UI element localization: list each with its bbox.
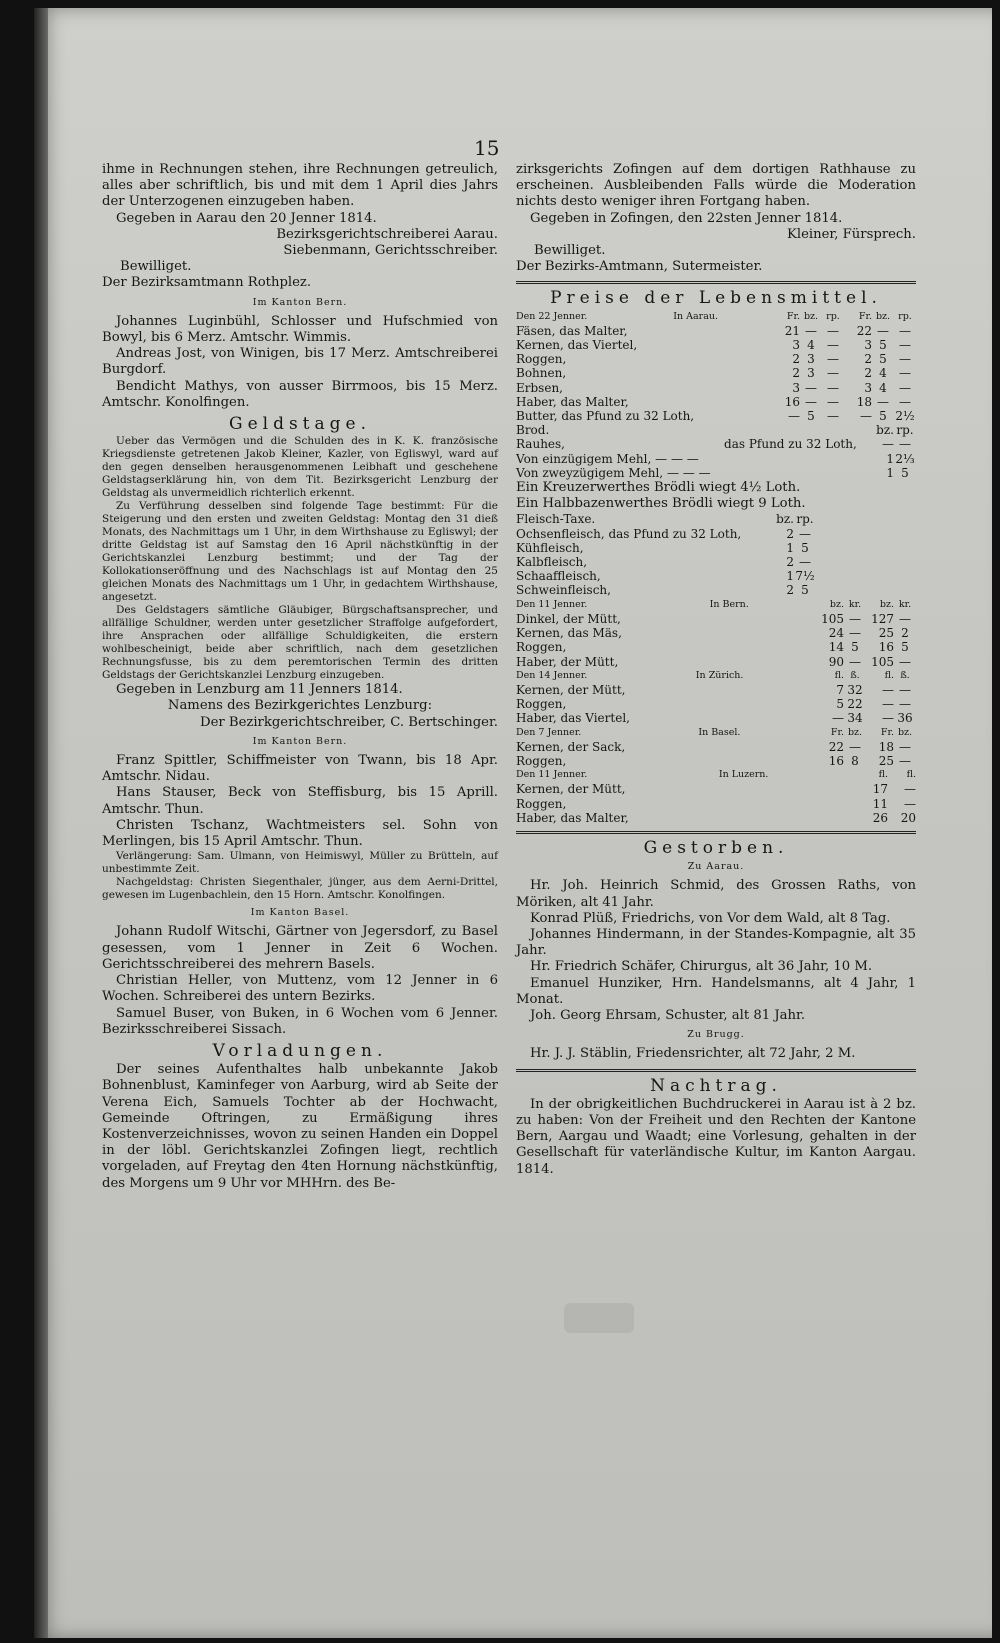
newspaper-page	[34, 8, 992, 1638]
heading-gestorben: Gestorben.	[643, 837, 789, 858]
brod-note-2: Ein Halbbazenwerthes Brödli wiegt 9 Loth.	[516, 496, 806, 512]
heading-geldstage: Geldstage.	[229, 414, 371, 435]
table-row: Kalbfleisch, 2 —	[516, 555, 811, 570]
table-row: Kernen, das Viertel, 3 4 — 3 5 —	[516, 338, 911, 353]
table-row: Roggen, 11 —	[516, 796, 916, 811]
table-row: Bohnen, 2 3 — 2 4 —	[516, 366, 911, 381]
nachtrag-paragraph: In der obrigkeitlichen Buchdruckerei in Aarau ist à 2 bz. zu haben: Von der Freiheit und den Rechten der Kantone Bern, Aargau und Waadt; eine Vorlesung, gehalten in der Gesellschaft für vaterländische Kultur, im Kanton Aargau. 1814.	[516, 1096, 916, 1177]
entry-spittler: Franz Spittler, Schiffmeister von Twann, bis 18 Apr. Amtschr. Nidau.	[102, 753, 498, 785]
price-table-bern	[516, 598, 916, 669]
table-header: Den 11 Jenner. In Bern. bz. kr. bz. kr.	[516, 598, 912, 610]
death-pluess: Konrad Plüß, Friedrichs, von Vor dem Wald, alt 8 Tag.	[530, 910, 891, 926]
entry-heller: Christian Heller, von Muttenz, vom 12 Jenner in 6 Wochen. Schreiberei des untern Bezirks.	[102, 973, 498, 1005]
notice-clerk: Siebenmann, Gerichtsschreiber.	[283, 243, 498, 259]
vorladung-continuation: zirksgerichts Zofingen auf dem dortigen Rathhause zu erscheinen. Ausbleibenden Falls würde die Moderation nichts desto weniger ihren Fortgang haben.	[516, 162, 916, 210]
page-spine-shadow	[34, 8, 48, 1638]
price-table-aarau	[516, 310, 916, 424]
geldstag-paragraph-3: Des Geldstagers sämtliche Gläubiger, Bürgschaftsansprecher, und allfällige Schuldner, werden unter gesetzlicher Straffolge aufgefordert, ihre Ansprachen oder allfällige Schuldigkeiten, die erstern wohlbescheinigt, beide aber schriftlich, nach dem gesetzlichen Rechnungsfusse, bis zu dem peremtorischen Termin des dritten Geldstags der Gerichtskanzlei Lenzburg einzugeben.	[102, 604, 498, 682]
subheading-zu-aarau: Zu Aarau.	[687, 861, 745, 873]
heading-preise: Preise der Lebensmittel.	[550, 288, 882, 309]
table-row: Roggen, 5 22 — —	[516, 697, 911, 712]
price-table-fleisch	[516, 512, 816, 597]
entry-buser: Samuel Buser, von Buken, in 6 Wochen vom 6 Jenner. Bezirksschreiberei Sissach.	[102, 1005, 498, 1037]
vorladung-paragraph: Der seines Aufenthaltes halb unbekannte Jakob Bohnenblust, Kaminfeger von Aarburg, wird ab Seite der Verena Eich, Samuels Tochter ab der Hochwacht, Gemeinde Oftringen, zu Ermäßigung ihres Kostenverzeichnisses, wovon zu seinen Handen ein Doppel in der löbl. Gerichtskanzlei Zofingen liegt, rechtlich vorgeladen, auf Freytag den 4ten Hornung nächstkünftig, des Morgens um 9 Uhr vor MHHrn. des Be-	[102, 1062, 498, 1191]
vorladung-approval: Bewilliget.	[534, 243, 606, 259]
price-table-basel	[516, 726, 916, 769]
notice-date: Gegeben in Aarau den 20 Jenner 1814.	[116, 210, 377, 226]
geldstag-paragraph-2: Zu Verführung desselben sind folgende Tage bestimmt: Für die Steigerung und den ersten und zweiten Geldstag: Montag den 31 dieß Monats, des Nachmittags um 1 Uhr, in dem Wirthshause zu Egliswyl; der dritte Geldstag ist auf Samstag den 16 April nächstkünftig in der Gerichtskanzlei Lenzburg bestimmt; und der Tag der Kollokationseröffnung und des Nachschlags ist auf Montag den 25 gleichen Monats des Nachmittags um 1 Uhr, in gedachtem Wirthshause, angesetzt.	[102, 500, 498, 604]
entry-jost: Andreas Jost, von Winigen, bis 17 Merz. Amtschreiberei Burgdorf.	[102, 346, 498, 378]
vorladung-official: Der Bezirks-Amtmann, Sutermeister.	[516, 259, 763, 275]
table-row: Roggen, 14 5 16 5	[516, 640, 909, 655]
entry-stauser: Hans Stauser, Beck von Steffisburg, bis 15 Aprill. Amtschr. Thun.	[102, 785, 498, 817]
brod-note-1: Ein Kreuzerwerthes Brödli wiegt 4½ Loth.	[516, 480, 801, 496]
price-table-brod	[516, 423, 916, 480]
entry-witschi: Johann Rudolf Witschi, Gärtner von Jegersdorf, zu Basel gesessen, vom 1 Jenner in Zeit 6 Wochen. Gerichtsschreiberei des mehrern Basels.	[102, 924, 498, 972]
table-row: Rauhes, das Pfund zu 32 Loth, — —	[516, 437, 911, 452]
table-row: Schweinfleisch, 2 5	[516, 583, 809, 598]
table-header: Den 7 Jenner. In Basel. Fr. bz. Fr. bz.	[516, 726, 913, 738]
section-kanton-basel: Im Kanton Basel.	[250, 907, 350, 919]
table-row: Butter, das Pfund zu 32 Loth, — 5 — — 5 2½	[516, 409, 915, 424]
table-header: Den 14 Jenner. In Zürich. fl. ß. fl. ß.	[516, 669, 910, 681]
approval-official: Der Bezirksamtmann Rothplez.	[102, 275, 312, 291]
subheading-zu-brugg: Zu Brugg.	[687, 1029, 745, 1041]
table-header: Brod. bz. rp.	[516, 423, 914, 438]
entry-nachgeldstag: Nachgeldstag: Christen Siegenthaler, jünger, aus dem Aerni-Drittel, gewesen im Lugenbachlein, den 15 Horn. Amtschr. Konolfingen.	[102, 876, 498, 902]
right-column	[516, 162, 916, 1178]
table-row: Schaaffleisch, 1 7½	[516, 569, 815, 584]
table-row: Kernen, der Mütt, 17 —	[516, 782, 916, 797]
table-row: Haber, der Mütt, 90 — 105 —	[516, 654, 911, 669]
death-schmid: Hr. Joh. Heinrich Schmid, des Grossen Raths, von Möriken, alt 41 Jahr.	[516, 878, 916, 910]
entry-verlaengerung: Verlängerung: Sam. Ulmann, von Heimiswyl, Müller zu Brütteln, auf unbestimmte Zeit.	[102, 850, 498, 876]
table-row: Haber, das Malter, 26 20	[516, 810, 916, 825]
table-row: Von zweyzügigem Mehl, — — — 1 5	[516, 465, 909, 480]
geldstag-date: Gegeben in Lenzburg am 11 Jenners 1814.	[116, 682, 403, 698]
section-kanton-bern: Im Kanton Bern.	[252, 296, 348, 308]
death-hindermann: Johannes Hindermann, in der Standes-Kompagnie, alt 35 Jahr.	[516, 926, 916, 959]
table-header: Den 22 Jenner. In Aarau. Fr. bz. rp. Fr. bz. rp.	[516, 310, 912, 322]
table-row: Haber, das Viertel, — 34 — 36	[516, 711, 913, 726]
entry-luginbuehl: Johannes Luginbühl, Schlosser und Hufschmied von Bowyl, bis 6 Merz. Amtschr. Wimmis.	[102, 313, 498, 346]
table-row: Erbsen, 3 — — 3 4 —	[516, 380, 911, 395]
divider	[516, 831, 916, 834]
death-hunziker: Emanuel Hunziker, Hrn. Handelsmanns, alt 4 Jahr, 1 Monat.	[516, 975, 916, 1007]
table-row: Kernen, der Sack, 22 — 18 —	[516, 739, 911, 754]
vorladung-date: Gegeben in Zofingen, den 22sten Jenner 1814.	[530, 210, 843, 226]
entry-mathys: Bendicht Mathys, von ausser Birrmoos, bis 15 Merz. Amtschr. Konolfingen.	[102, 378, 498, 410]
geldstag-paragraph-1: Ueber das Vermögen und die Schulden des in K. K. französische Kriegsdienste getretenen Jakob Kleiner, Kazler, von Egliswyl, ward auf den gegen denselben herausgenommenen Leibhaft und geschehene Geldstagserklärung hin, von dem Tit. Bezirksgericht Lenzburg der Geldstag als unvermeidlich richterlich erkennt.	[102, 435, 498, 500]
price-table-luzern	[516, 768, 916, 825]
table-row: Ochsenfleisch, das Pfund zu 32 Loth, 2 —	[516, 526, 811, 541]
divider	[516, 1069, 916, 1072]
table-row: Von einzügigem Mehl, — — — 1 2⅓	[516, 451, 915, 466]
heading-nachtrag: Nachtrag.	[650, 1075, 782, 1096]
entry-tschanz: Christen Tschanz, Wachtmeisters sel. Sohn von Merlingen, bis 15 April Amtschr. Thun.	[102, 817, 498, 850]
table-header: Den 11 Jenner. In Luzern. fl. fl.	[516, 769, 916, 781]
stamp-smudge	[564, 1303, 634, 1333]
table-row: Kühfleisch, 1 5	[516, 540, 809, 555]
price-table-zurich	[516, 669, 916, 726]
heading-vorladungen: Vorladungen.	[212, 1040, 388, 1061]
notice-office: Bezirksgerichtschreiberei Aarau.	[276, 226, 498, 242]
table-row: Fäsen, das Malter, 21 — — 22 — —	[516, 323, 911, 338]
geldstag-clerk: Der Bezirkgerichtschreiber, C. Bertschinger.	[200, 714, 498, 730]
table-header: Fleisch-Taxe. bz. rp.	[516, 512, 814, 527]
vorladung-signer: Kleiner, Fürsprech.	[787, 226, 916, 242]
death-ehrsam: Joh. Georg Ehrsam, Schuster, alt 81 Jahr.	[530, 1007, 806, 1023]
death-staeblin: Hr. J. J. Stäblin, Friedensrichter, alt 72 Jahr, 2 M.	[530, 1046, 856, 1062]
notice-continuation: ihme in Rechnungen stehen, ihre Rechnungen getreulich, alles aber schriftlich, bis und mit dem 1 April dies Jahrs der Unterzogenen einzugeben haben.	[102, 162, 498, 210]
table-row: Dinkel, der Mütt, 105 — 127 —	[516, 611, 911, 626]
left-column	[102, 162, 498, 1192]
table-row: Roggen, 16 8 25 —	[516, 753, 911, 768]
death-schaefer: Hr. Friedrich Schäfer, Chirurgus, alt 36 Jahr, 10 M.	[530, 959, 873, 975]
table-row: Kernen, das Mäs, 24 — 25 2	[516, 626, 909, 641]
table-row: Haber, das Malter, 16 — — 18 — —	[516, 394, 911, 409]
geldstag-court: Namens des Bezirkgerichtes Lenzburg:	[167, 698, 433, 714]
section-kanton-bern-2: Im Kanton Bern.	[252, 735, 348, 747]
approval-label: Bewilliget.	[120, 259, 192, 275]
divider	[516, 281, 916, 284]
table-row: Kernen, der Mütt, 7 32 — —	[516, 682, 911, 697]
table-row: Roggen, 2 3 — 2 5 —	[516, 352, 911, 367]
page-number: 15	[474, 136, 500, 160]
